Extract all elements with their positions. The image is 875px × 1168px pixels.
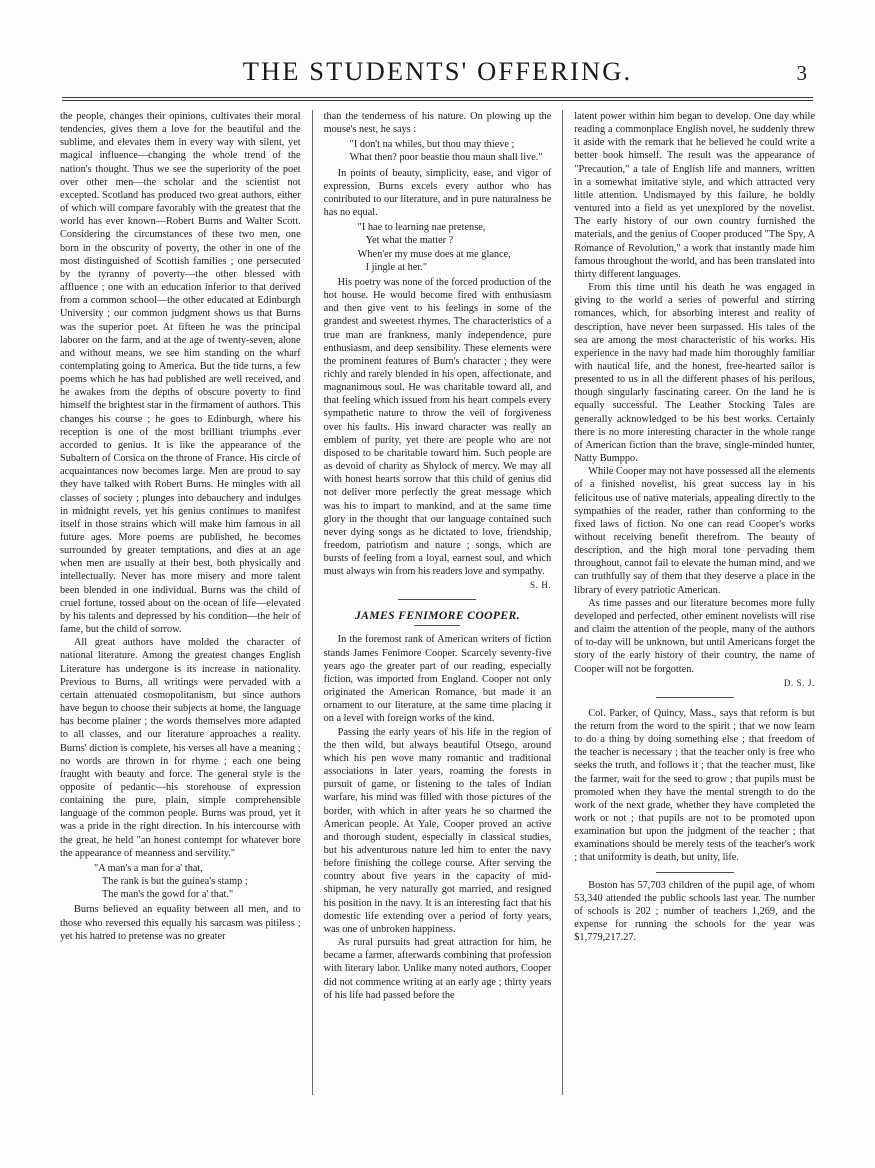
paragraph: While Cooper may not have possessed all the elements of a finished novelist, his great success lay in his felicitous use of native materials, appealing directly to the sympathies of the reader, rather than conforming to the fixed laws of fiction. No one can read Cooper's works without receiving benefit therefrom. The beauty of description, and the high moral tone pervading them throughout, cannot fail to elevate the human mind, and we can truthfully say of them that they deserve a place in the library of every patriotic American. [574,466,815,596]
masthead [60,56,815,87]
quote-line: What then? poor beastie thou maun shall live." [349,152,543,164]
column-three [563,110,815,1095]
paragraph: As rural pursuits had great attraction for him, he became a farmer, afterwards combining that profession with literary labor. Unlike many noted authors, Cooper did not commence writing at an early age ; thirty years of his life had passed before the [323,937,552,1001]
article-heading: JAMES FENIMORE COOPER. [354,609,520,623]
paragraph: In points of beauty, simplicity, ease, and vigor of expression, Burns excels every author who has contributed to our literature, and in pure naturalness he has no equal. [323,167,552,219]
section-divider [656,872,734,873]
paragraph: Passing the early years of his life in the region of the then wild, but always beautiful Otsego, around which his pen wove many romantic and traditional associations in later years, roaming the forests in pursuit of game, or listening to the tales of Indian warfare, his mind was filled with those pictures of the border, with which in after years he so charmed the American people. At Yale, Cooper proved an active and thorough student, especially in classical studies, but his adventurous nature led him to enter the navy before finishing the college course. After serving the country about five years in the capacity of mid-shipman, he very naturally got married, and resigned his position in the navy. It is an interesting fact that his domestic life extending over a period of forty years, was one of unbroken happiness. [323,726,552,935]
verse-line: The rank is but the guinea's stamp ; [102,876,248,888]
paragraph: From this time until his death he was engaged in giving to the world a series of powerful and stirring romances, which, for absorbing interest and reality of description, have never been surpassed. His tales of the sea are among the most characteristic of his works. His experience in the navy had made him thoroughly familiar with nautical life, and the honest, free-hearted sailor is presented to us in all the different phases of his perilous, though singularly fascinating career. On the land he is equally successful. The Leather Stocking Tales are generally acknowledged to be his best works. Certainly there is no more interesting character in the whole range of American fiction than the brave, single-minded hunter, Natty Bumppo. [574,282,815,465]
verse-line: I jingle at her." [365,261,428,273]
paragraph: As time passes and our literature becomes more fully developed and perfected, other eminent novelists will rise and claim the attention of the people, many of the authors of to-day will be unknown, but until Americans forget the story of the early history of their country, the name of Cooper will not be forgotten. [574,597,815,675]
paragraph: than the tenderness of his nature. On plowing up the mouse's nest, he says : [323,111,552,136]
page-title: THE STUDENTS' OFFERING. [242,56,633,86]
paragraph: His poetry was none of the forced production of the hot house. He would become fired with enthusiasm and then give vent to his feelings in some of the grandest and sweetest rhymes. The characteristics of a true man are frankness, manly independence, pure enthusiasm, and deep sensibility. These elements were the prominent features of Burn's character ; they were richly and rarely blended in his open, affectionate, and magnanimous soul. He was charitable toward all, and that feeling which issued from his heart compels every sympathetic nature to throw the veil of forgiveness over his faults. His inward character was really an emblem of purity, yet there are people who are not disposed to be charitable toward him. Such people are as devoid of charity as Shylock of mercy. We may all with honest hearts sorrow that this child of genius did not deliver more perfectly the great message which was his to impart to mankind, and at the same time glory in the thought that our language contained such never dying songs as he dictated to love, friendship, freedom, patriotism and nature ; songs, which are bursts of feeling from a loyal, earnest soul, and which must always win from his readers love and sympathy. [323,276,552,578]
paragraph: Burns believed an equality between all men, and to those who reversed this equally his sarcasm was pitiless ; yet his hatred to pretense was no greater [60,904,301,942]
paragraph: latent power within him began to develop. One day while reading a commonplace English novel, he suddenly threw it aside with the remark that he believed he could write a better book himself. The result was the appearance of "Precaution," a tale of English life and manners, written in a somewhat imitative style, and which attracted very little attention. Undismayed by this failure, he boldly ventured into a field as yet unexplored by the novelist. The early history of our own country furnished the materials, and the genius of Cooper produced "The Spy, A Romance of Revolution," a work that instantly made him famous throughout the world, and has been translated into thirty different languages. [574,111,815,280]
news-note: Boston has 57,703 children of the pupil age, of whom 53,340 attended the public schools last year. The number of schools is 202 ; number of teachers 1,269, and the expense for running the schools for the year was $1,779,217.27. [574,879,815,944]
column-two [312,110,564,1095]
verse-block [324,221,552,274]
paragraph: All great authors have molded the character of national literature. Among the greatest changes English Literature has undergone is its increase in nationality. Previous to Burns, all writings were pervaded with a certain attenuated cosmopolitanism, but since authors have begun to choose their subjects at home, the language has become plainer ; the words themselves more adapted to all classes, and our literature approaches a reality. Burns' diction is complete, his verses all have a meaning ; no words are thrown in for rhyme ; each one being fraught with beauty and force. The general style is the opposite of pedantic—his storehouse of expression containing the pure, plain, simple comprehensible language of the common people. Burns was proud, yet it was a pride in the right direction. In his intercourse with the great, he held "an honest contempt for whatever bore the appearance of meanness and servility." [60,637,301,859]
verse-line: The man's the gowd for a' that." [102,889,234,901]
column-container [60,110,815,1095]
column-one [60,110,312,1095]
section-divider [398,599,476,600]
quote-block [324,138,552,164]
paragraph: the people, changes their opinions, cultivates their moral tendencies, gives them a love for the beautiful and the sublime, and elevates them in every way with silent, yet magical influence—changing the whole trend of the nation's thought. Thus we see the superiority of the poet over other men—the scholar and the scientist not excepted. Scotland has produced two great authors, either of which will compare favorably with the greatest that the world has ever known—Robert Burns and Walter Scott. Considering the circumstances of these two men, one born in the obscurity of poverty, the other in one of the most distinguished of Scottish families ; one persecuted by the tyranny of poverty—the other blessed with affluence ; one with an education inferior to that derived from a common school—the other educated at Edinburgh University ; our common judgment shows us that Burns was the superior poet. At fifteen he was the principal laborer on the farm, and at the age of twenty-seven, alone and without means, we see him standing on the wharf contemplating going to America. But the tide turns, a few poems which he has had published are well received, and he awakes from the depths of obscure poverty to find himself the brightest star in the firmament of authors. This changes his course ; he goes to Edinburgh, where his reception is one of the most brilliant triumphs ever accorded to genius. It is like the appearance of the Subaltern of Corsica on the throne of France. His circle of acquaintances now becomes large. Men are proud to say they have talked with Robert Burns. He mingles with all classes of society ; plunges into debauchery and indulges in midnight revels, yet his genius continues to manifest itself in those strains which will make him famous in all future ages. More poems are published, he becomes surrounded by greater temptations, and dies at an age when men are usually at their best, both physically and intellectually. Never has more misery and more talent been blended in one individual. Burns was the child of cruel fortune, tossed about on the ocean of life—elevated by his talents and depressed by his condition—the heir of fame, but the child of sorrow. [60,111,301,636]
verse-line: When'er my muse does at me glance, [357,248,511,260]
article-signature: D. S. J. [783,677,815,688]
quote-line: "I don't na whiles, but thou may thieve ; [349,139,515,151]
paragraph: In the foremost rank of American writers of fiction stands James Fenimore Cooper. Scarcely seventy-five years ago the greater part of our reading, especially fiction, was imported from England. Cooper not only originated the American Romance, but made it an ornament to our literature, at the same time placing it on a level with foreign works of the kind. [323,634,552,725]
news-note: Col. Parker, of Quincy, Mass., says that reform is but the return from the word to the spirit ; that we now learn to do a thing by doing something else ; that freedom of the teacher is necessary ; that the teacher only is free who seeks the truth, and follows it ; that the teacher must, like the farmer, wait for the seed to grow ; that pupils must be promoted when they have the mental strength to do the work of the next grade, whether they have completed the work or not ; that pupils are not to be promoted upon examination but upon the judgment of the teacher ; that examinations should be merely tests of the teacher's work ; that uniformity is death, but unity, life. [574,707,815,864]
page-number: 3 [796,61,807,85]
heading-underline [414,625,460,626]
article-signature: S. H. [530,580,552,591]
verse-block [60,862,301,901]
section-divider [656,697,734,698]
verse-line: "A man's a man for a' that, [94,862,203,874]
verse-line: "I hae to learning nae pretense, [357,222,486,234]
masthead-divider [62,97,813,101]
verse-line: Yet what the matter ? [365,235,454,247]
